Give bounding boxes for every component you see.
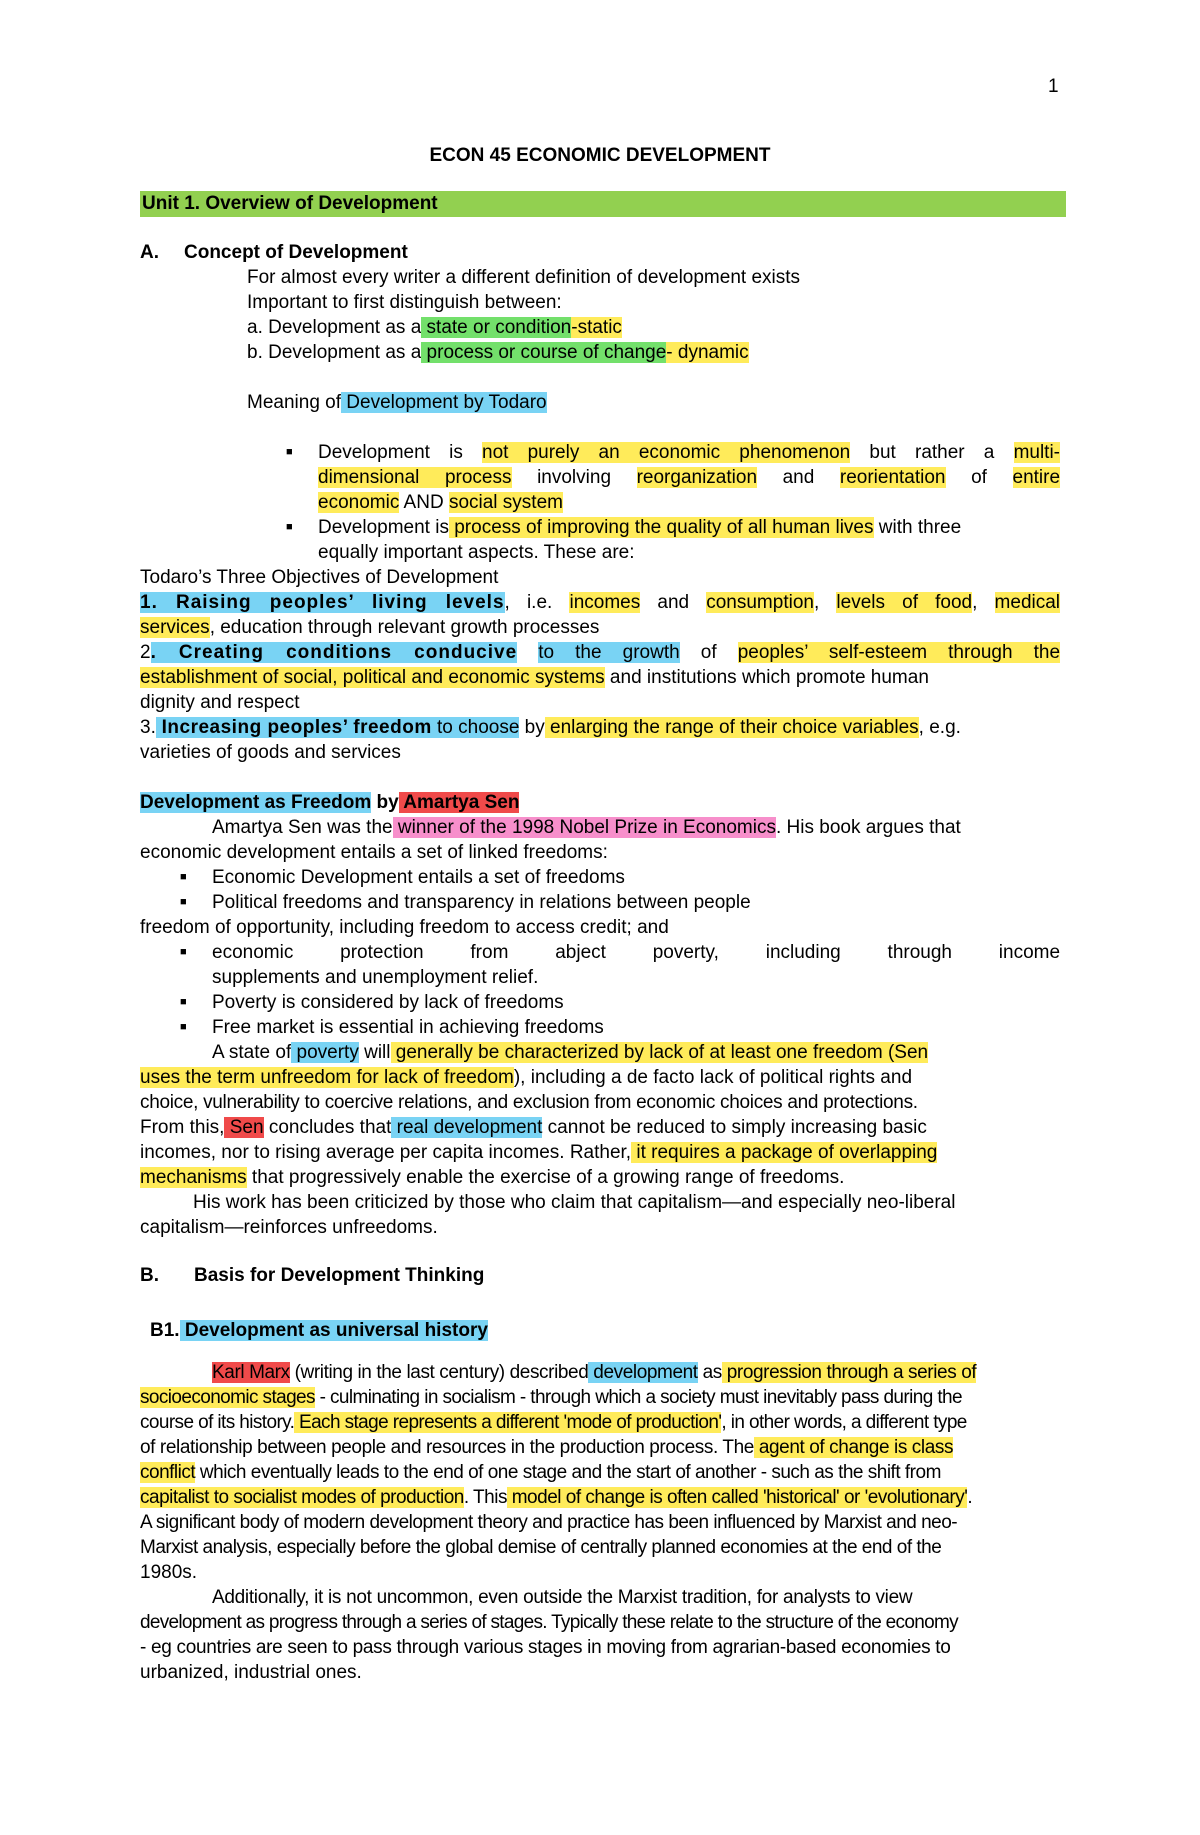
highlight-red: Amartya Sen <box>398 792 520 813</box>
highlight-yellow: process of improving the quality of all human lives <box>448 517 874 538</box>
text: protection <box>340 942 424 963</box>
section-a-letter: A. <box>140 242 159 263</box>
section-b-heading <box>140 1263 1060 1289</box>
objective-2 <box>140 640 1060 666</box>
highlight-yellow: agent of change is class <box>753 1437 954 1458</box>
highlight-green: state or condition <box>421 317 572 338</box>
text: Political freedoms and transparency in relations between people <box>212 892 751 913</box>
highlight-green: process or course of change <box>421 342 667 363</box>
marx-line-1 <box>212 1360 1060 1386</box>
highlight-blue: Development as Freedom <box>140 792 372 813</box>
objective-2-cont <box>140 665 1060 691</box>
poverty-line-2 <box>140 1065 1060 1091</box>
highlight-yellow: dynamic <box>672 342 749 363</box>
highlight-blue: 1. Raising peoples’ living levels <box>140 592 505 613</box>
text: course of its history. <box>140 1412 295 1433</box>
bullet-icon: ■ <box>180 871 187 883</box>
marx-line-7: A significant body of modern development theory and practice has been influenced by Marxist and neo- <box>140 1512 958 1533</box>
text: by <box>371 792 399 813</box>
highlight-red: Karl Marx <box>212 1362 290 1383</box>
text: and <box>657 592 690 613</box>
text: but rather a <box>869 442 995 463</box>
text: , in other words, a different type <box>721 1412 967 1433</box>
text: - culminating in socialism - through which a society must inevitably pass during the <box>314 1387 962 1408</box>
concept-line-1: For almost every writer a different definition of development exists <box>247 267 801 288</box>
highlight-yellow: consumption <box>706 592 814 613</box>
todaro-bullet-1-cont <box>318 465 1060 491</box>
marx-line-6 <box>140 1485 1060 1511</box>
highlight-yellow: -static <box>571 317 622 338</box>
todaro-bullet-1 <box>286 440 1061 466</box>
text: , e.g. <box>918 717 961 738</box>
text: poverty, <box>652 942 719 963</box>
section-a-heading <box>140 240 1060 266</box>
text: economic <box>212 942 294 963</box>
text: of relationship between people and resources in the production process. The <box>140 1437 754 1458</box>
freedom-bullet-1 <box>180 865 1132 891</box>
highlight-blue: . Creating conditions conducive <box>150 642 518 663</box>
highlight-yellow: enlarging the range of their choice variables <box>544 717 919 738</box>
poverty-line-1 <box>212 1040 1060 1066</box>
text: Amartya Sen was the <box>212 817 393 838</box>
criticism-line-2: capitalism—reinforces unfreedoms. <box>140 1217 438 1238</box>
todaro-objectives-title: Todaro’s Three Objectives of Development <box>140 567 499 588</box>
todaro-bullet-2 <box>286 515 1200 541</box>
text: that progressively enable the exercise of a growing range of freedoms. <box>246 1167 845 1188</box>
bullet-icon: ■ <box>180 896 187 908</box>
text: , i.e. <box>504 592 553 613</box>
highlight-yellow: capitalist to socialist modes of production <box>140 1487 464 1508</box>
bullet-icon: ■ <box>286 446 293 458</box>
highlight-yellow: reorganization <box>636 467 758 488</box>
freedom-bullet-2 <box>180 890 1132 916</box>
text: abject <box>555 942 606 963</box>
highlight-yellow: model of change is often called 'historical' or 'evolutionary' <box>506 1487 968 1508</box>
highlight-yellow: generally be characterized by lack of at least one freedom <box>390 1042 883 1063</box>
objective-2-end: dignity and respect <box>140 692 300 713</box>
poverty-line-3: choice, vulnerability to coercive relations, and exclusion from economic choices and protections. <box>140 1092 918 1113</box>
text: Development is <box>318 442 463 463</box>
text: cannot be reduced to simply increasing basic <box>542 1117 927 1138</box>
text: Free market is essential in achieving freedoms <box>212 1017 604 1038</box>
section-a-title: Concept of Development <box>184 242 408 263</box>
poverty-line-5 <box>140 1140 1060 1166</box>
highlight-blue: to the growth <box>538 642 680 663</box>
concept-line-4 <box>247 340 1167 366</box>
text: ), including a de facto lack of political rights and <box>513 1067 913 1088</box>
highlight-yellow: socioeconomic stages <box>140 1387 315 1408</box>
text: Poverty is considered by lack of freedoms <box>212 992 564 1013</box>
concept-line-2: Important to first distinguish between: <box>247 292 562 313</box>
objective-3-cont: varieties of goods and services <box>140 742 401 763</box>
highlight-yellow: uses the term unfreedom for lack of freedom <box>140 1067 514 1088</box>
highlight-blue: real development <box>391 1117 543 1138</box>
text: incomes, nor to rising average per capita incomes. Rather, <box>140 1142 632 1163</box>
marx-line-3 <box>140 1410 1060 1436</box>
text: which eventually leads to the end of one stage and the start of another - such as the shift from <box>195 1462 941 1483</box>
highlight-yellow: - <box>666 342 673 363</box>
highlight-blue: to choose <box>431 717 520 738</box>
text: Economic Development entails a set of freedoms <box>212 867 625 888</box>
text: . His book argues that <box>775 817 961 838</box>
objective-1 <box>140 590 1060 616</box>
highlight-yellow: it requires a package of overlapping <box>631 1142 938 1163</box>
highlight-yellow: levels of food <box>836 592 973 613</box>
text: , <box>813 592 820 613</box>
highlight-yellow: Each stage represents a different 'mode of production' <box>294 1412 722 1433</box>
text: Meaning of <box>247 392 342 413</box>
highlight-yellow: economic <box>318 492 400 513</box>
freedom-bullet-3 <box>180 940 1061 966</box>
text: 3. <box>140 717 156 738</box>
text: and institutions which promote human <box>604 667 929 688</box>
text: by <box>519 717 545 738</box>
text: AND <box>399 492 449 513</box>
text: A state of <box>212 1042 292 1063</box>
text: with three <box>873 517 962 538</box>
b1-heading <box>150 1318 1070 1344</box>
text: from <box>470 942 509 963</box>
marx-line-5 <box>140 1460 1060 1486</box>
highlight-blue: Development as universal history <box>179 1320 488 1341</box>
bullet-icon: ■ <box>180 1021 187 1033</box>
text: From this, <box>140 1117 225 1138</box>
marx-line-2 <box>140 1385 1060 1411</box>
sen-heading <box>140 790 1060 816</box>
stages-line-1: Additionally, it is not uncommon, even outside the Marxist tradition, for analysts to view <box>212 1587 913 1608</box>
bullet-icon: ■ <box>180 996 187 1008</box>
text: as <box>697 1362 722 1383</box>
marx-line-8: Marxist analysis, especially before the global demise of centrally planned economies at the end of the <box>140 1537 942 1558</box>
highlight-yellow: (Sen <box>882 1042 929 1063</box>
bullet-icon: ■ <box>286 521 293 533</box>
text: and <box>782 467 815 488</box>
marx-line-4 <box>140 1435 1060 1461</box>
highlight-yellow: establishment of social, political and economic systems <box>140 667 605 688</box>
text: a. Development as a <box>247 317 422 338</box>
text: . This <box>463 1487 507 1508</box>
text: will <box>358 1042 391 1063</box>
highlight-blue: Development by Todaro <box>341 392 547 413</box>
text: 2 <box>140 642 151 663</box>
highlight-yellow: social system <box>448 492 563 513</box>
sen-paragraph-line-2: economic development entails a set of linked freedoms: <box>140 842 608 863</box>
text: , education through relevant growth processes <box>209 617 600 638</box>
objective-1-cont <box>140 615 1060 641</box>
highlight-red: Sen <box>224 1117 264 1138</box>
objective-3 <box>140 715 1060 741</box>
highlight-yellow: progression through a series of <box>721 1362 977 1383</box>
highlight-yellow: mechanisms <box>140 1167 247 1188</box>
highlight-yellow: medical <box>994 592 1061 613</box>
sen-paragraph-line-1 <box>212 815 1060 841</box>
page-number: 1 <box>1048 76 1059 97</box>
freedom-bullet-3-cont: supplements and unemployment relief. <box>212 967 539 988</box>
highlight-yellow: reorientation <box>839 467 946 488</box>
concept-line-3 <box>247 315 1167 341</box>
bullet-icon: ■ <box>180 946 187 958</box>
text: b. Development as a <box>247 342 422 363</box>
criticism-line-1: His work has been criticized by those who claim that capitalism—and especially neo-liberal <box>193 1192 956 1213</box>
section-b-letter: B. <box>140 1265 159 1286</box>
freedom-bullet-5 <box>180 1015 1132 1041</box>
text: through income <box>887 942 1061 963</box>
poverty-line-4 <box>140 1115 1060 1141</box>
highlight-yellow: incomes <box>569 592 641 613</box>
text: concludes that <box>263 1117 392 1138</box>
freedom-bullet-4 <box>180 990 1132 1016</box>
todaro-bullet-1-end <box>318 490 1200 516</box>
todaro-bullet-2-cont: equally important aspects. These are: <box>318 542 635 563</box>
meaning-line <box>247 390 1167 416</box>
text: (writing in the last century) described <box>289 1362 589 1383</box>
freedom-line: freedom of opportunity, including freedom to access credit; and <box>140 917 669 938</box>
document-title: ECON 45 ECONOMIC DEVELOPMENT <box>429 145 771 166</box>
highlight-yellow: services <box>140 617 210 638</box>
text: B1. <box>150 1320 180 1341</box>
text: of <box>700 642 717 663</box>
highlight-yellow: entire <box>1012 467 1061 488</box>
text: . <box>967 1487 973 1508</box>
highlight-blue: Increasing peoples’ freedom <box>155 717 432 738</box>
text: of <box>971 467 987 488</box>
highlight-yellow: dimensional process <box>318 467 512 488</box>
highlight-yellow: multi- <box>1013 442 1061 463</box>
text: , <box>972 592 978 613</box>
highlight-pink: winner of the 1998 Nobel Prize in Economics <box>392 817 776 838</box>
marx-line-9: 1980s. <box>140 1562 198 1583</box>
highlight-yellow: peoples’ self-esteem through the <box>737 642 1061 663</box>
stages-line-4: urbanized, industrial ones. <box>140 1662 362 1683</box>
unit-heading: Unit 1. Overview of Development <box>142 193 438 214</box>
highlight-blue: development <box>588 1362 698 1383</box>
highlight-yellow: conflict <box>140 1462 196 1483</box>
text: including <box>765 942 841 963</box>
highlight-yellow: not purely an economic phenomenon <box>482 442 851 463</box>
stages-line-2: development as progress through a series of stages. Typically these relate to the structure of the economy <box>140 1612 958 1633</box>
poverty-line-6 <box>140 1165 1060 1191</box>
stages-line-3: - eg countries are seen to pass through various stages in moving from agrarian-based economies to <box>140 1637 951 1658</box>
text: involving <box>537 467 612 488</box>
highlight-blue: poverty <box>291 1042 359 1063</box>
section-b-title: Basis for Development Thinking <box>194 1265 485 1286</box>
text: Development is <box>318 517 449 538</box>
